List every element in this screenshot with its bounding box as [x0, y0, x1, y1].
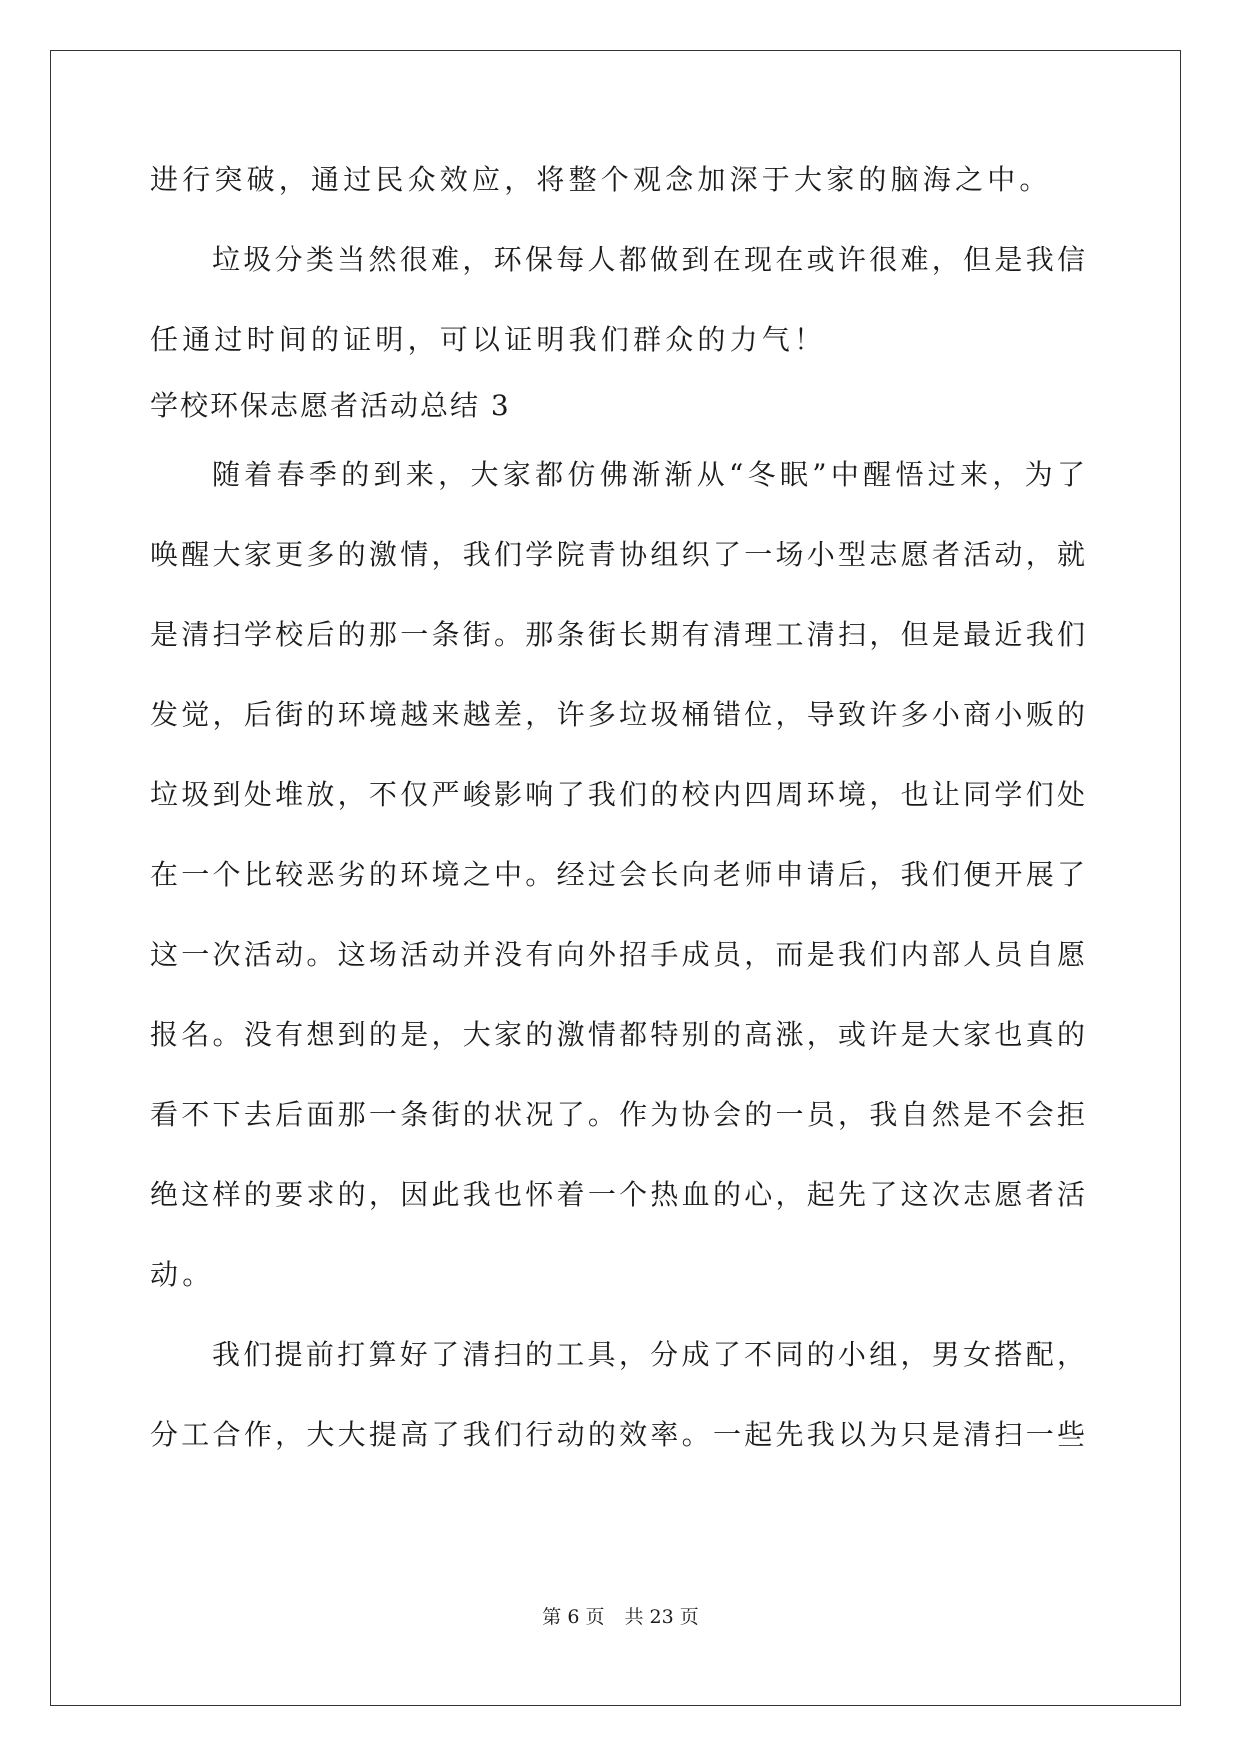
text-line-16: 我们提前打算好了清扫的工具，分成了不同的小组，男女搭配，	[212, 1338, 1085, 1371]
text-line-14: 绝这样的要求的，因此我也怀着一个热血的心，起先了这次志愿者活	[150, 1178, 1085, 1211]
text-line-11: 这一次活动。这场活动并没有向外招手成员，而是我们内部人员自愿	[150, 938, 1085, 971]
text-line-8: 发觉，后街的环境越来越差，许多垃圾桶错位，导致许多小商小贩的	[150, 698, 1085, 731]
text-line-13: 看不下去后面那一条街的状况了。作为协会的一员，我自然是不会拒	[150, 1098, 1085, 1131]
page-total: 共 23 页	[624, 1606, 699, 1628]
text-line-5: 随着春季的到来，大家都仿佛渐渐从“冬眠”中醒悟过来，为了	[212, 458, 1085, 491]
text-line-10: 在一个比较恶劣的环境之中。经过会长向老师申请后，我们便开展了	[150, 858, 1085, 891]
text-line-3: 任通过时间的证明，可以证明我们群众的力气！	[150, 323, 827, 356]
page-footer	[0, 1605, 1241, 1629]
text-line-9: 垃圾到处堆放，不仅严峻影响了我们的校内四周环境，也让同学们处	[150, 778, 1085, 811]
text-line-1: 进行突破，通过民众效应，将整个观念加深于大家的脑海之中。	[150, 163, 1052, 196]
page-number: 第 6 页	[542, 1606, 605, 1628]
text-line-2: 垃圾分类当然很难，环保每人都做到在现在或许很难，但是我信	[212, 243, 1085, 276]
text-line-12: 报名。没有想到的是，大家的激情都特别的高涨，或许是大家也真的	[150, 1018, 1085, 1051]
text-line-6: 唤醒大家更多的激情，我们学院青协组织了一场小型志愿者活动，就	[150, 538, 1085, 571]
text-line-15: 动。	[150, 1258, 215, 1291]
text-line-17: 分工合作，大大提高了我们行动的效率。一起先我以为只是清扫一些	[150, 1418, 1085, 1451]
section-heading: 学校环保志愿者活动总结 3	[150, 389, 511, 422]
text-line-7: 是清扫学校后的那一条街。那条街长期有清理工清扫，但是最近我们	[150, 618, 1085, 651]
